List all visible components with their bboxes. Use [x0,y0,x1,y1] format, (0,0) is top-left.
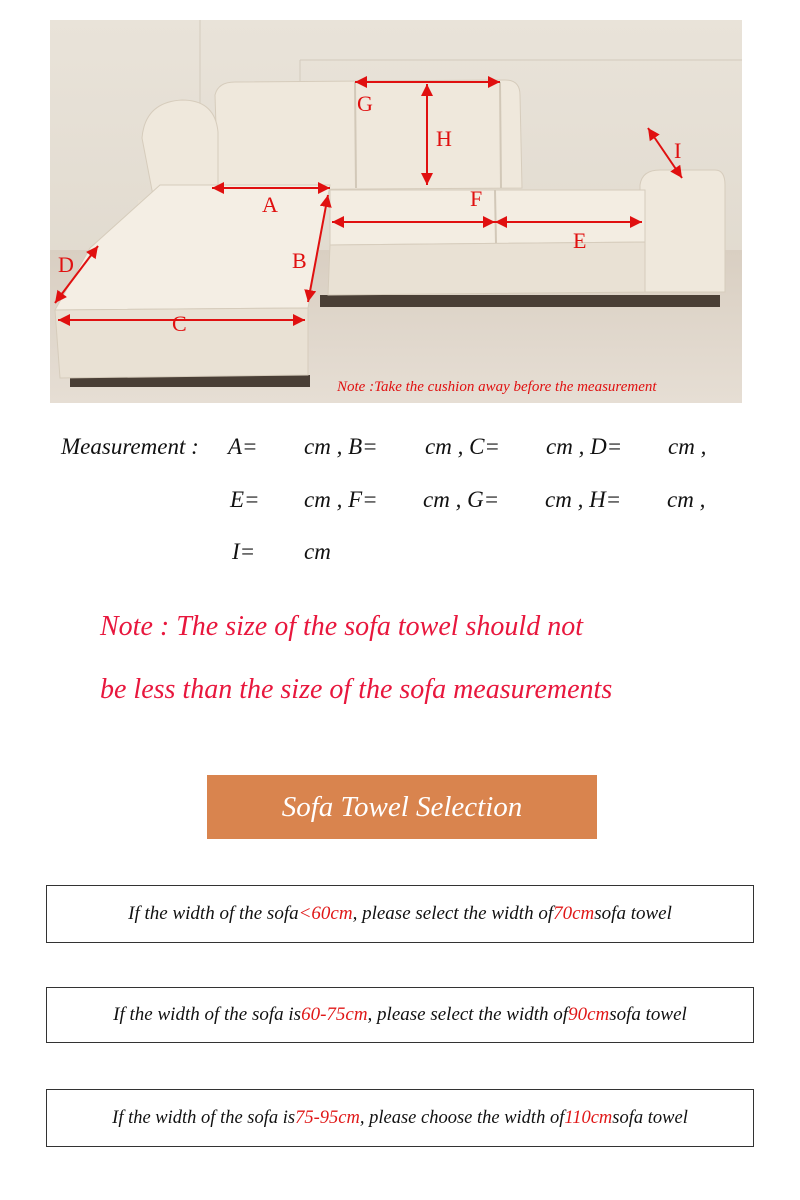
measurement-a: A= [228,434,258,459]
label-g: G [357,91,373,116]
measurement-b: cm , B= [304,434,378,459]
measurement-i: I= [232,539,256,564]
measurement-d-unit: cm , [668,434,707,459]
rule-1-mid: , please select the width of [352,903,554,924]
rule-3-size: 110cm [564,1107,613,1128]
label-a: A [262,192,278,217]
sofa-base-right [320,295,720,307]
rule-1-post: sofa towel [594,903,672,924]
measurement-f: cm , F= [304,487,378,512]
selection-banner-label: Sofa Towel Selection [281,790,523,823]
rule-box-3 [46,1089,754,1147]
measurement-h: cm , H= [545,487,622,512]
measurement-h-unit: cm , [667,487,706,512]
seat-cushions [330,190,645,245]
rule-3-mid: , please choose the width of [359,1107,565,1128]
rule-2-size: 90cm [568,1004,610,1025]
rule-1-range: <60cm [298,903,353,924]
right-arm [640,170,725,292]
rule-1-size: 70cm [553,903,595,924]
label-i: I [674,138,682,163]
label-h: H [436,126,452,151]
sofa-front [328,242,645,295]
rule-box-1 [46,885,754,943]
label-d: D [58,252,74,277]
sofa-measurement-photo [50,20,742,403]
rule-box-2 [46,987,754,1043]
note-line-1: Note : The size of the sofa towel should not [100,611,583,642]
measurement-prefix: Measurement : [61,434,199,459]
rule-3-post: sofa towel [612,1107,688,1128]
photo-caption: Note :Take the cushion away before the measurement [337,379,657,395]
measurement-c: cm , C= [425,434,500,459]
measurement-i-unit: cm [304,539,331,564]
label-e: E [573,228,587,253]
measurement-d: cm , D= [546,434,623,459]
rule-1-pre: If the width of the sofa [128,903,299,924]
rule-3-pre: If the width of the sofa is [112,1107,296,1128]
rule-2-pre: If the width of the sofa is [113,1004,302,1025]
selection-banner [207,775,597,839]
label-f: F [470,186,483,211]
measurement-g: cm , G= [423,487,500,512]
rule-2-range: 60-75cm [301,1004,368,1025]
rule-2-mid: , please select the width of [367,1004,569,1025]
sofa-illustration [50,20,742,403]
label-c: C [172,311,187,336]
rule-2-post: sofa towel [609,1004,687,1025]
label-b: B [292,248,307,273]
rule-3-range: 75-95cm [295,1107,360,1128]
note-line-2: be less than the size of the sofa measurements [100,674,613,705]
measurement-e: E= [230,487,260,512]
